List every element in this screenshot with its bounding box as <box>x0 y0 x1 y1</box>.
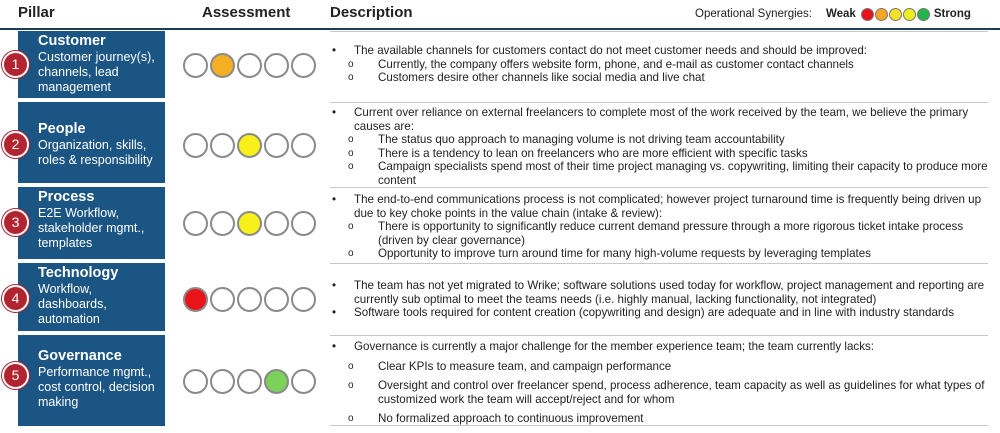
pillar-subtitle: Organization, skills, roles & responsibility <box>38 138 153 167</box>
legend-weak-label: Weak <box>825 8 856 20</box>
description-list <box>330 279 988 320</box>
pillar-column-header: Pillar <box>18 4 55 21</box>
description-sub-bullet: o Clear KPIs to measure team, and campaign performance <box>336 360 988 374</box>
description-cell <box>330 102 988 187</box>
rating-dot <box>237 53 262 78</box>
description-bullet: • Software tools required for content creation (copywriting and design) are adequate and in line with industry standards <box>330 306 988 320</box>
pillar-box-process <box>18 187 165 259</box>
pillar-number-badge: 2 <box>2 131 29 158</box>
pillar-subtitle: Customer journey(s), channels, lead management <box>38 50 155 94</box>
rating-dot <box>237 369 262 394</box>
description-bullet: • The end-to-end communications process is not complicated; however project turnaround time is frequently being driven up due to key choke points in the value chain (intake & review): <box>330 193 988 220</box>
description-cell <box>330 187 988 259</box>
assessment-rating <box>183 211 318 236</box>
pillar-box-technology <box>18 263 165 331</box>
rating-dot <box>183 287 208 312</box>
legend-dot-orange <box>875 8 888 21</box>
rating-dot <box>183 133 208 158</box>
description-sub-bullet: o Campaign specialists spend most of their time project managing vs. copywriting, limiting their capacity to produce more content <box>336 160 988 187</box>
rating-dot <box>264 211 289 236</box>
table-header <box>0 0 1000 30</box>
pillar-row-governance <box>0 335 1000 426</box>
pillar-title: Technology <box>38 265 119 281</box>
description-bullet: • Governance is currently a major challenge for the member experience team; the team currently lacks: <box>330 340 988 354</box>
description-cell <box>330 31 988 98</box>
assessment-rating <box>183 133 318 158</box>
pillar-title: People <box>38 121 86 137</box>
description-sub-bullet: o Oversight and control over freelancer spend, process adherence, team capacity as well as guidelines for what types of customized work the team will accept/reject and for whom <box>336 379 988 406</box>
rating-dot <box>264 53 289 78</box>
rating-dot <box>210 133 235 158</box>
pillar-title: Customer <box>38 33 106 49</box>
pillar-subtitle: Performance mgmt., cost control, decision making <box>38 365 155 409</box>
rating-dot <box>210 211 235 236</box>
description-list <box>330 44 988 85</box>
pillar-title: Governance <box>38 348 122 364</box>
description-column-header: Description <box>330 4 413 21</box>
pillar-row-people <box>0 102 1000 187</box>
rating-dot <box>291 369 316 394</box>
legend-strong-label: Strong <box>933 8 971 20</box>
legend-dot-yellow <box>889 8 902 21</box>
assessment-rating <box>183 287 318 312</box>
assessment-rating <box>183 53 318 78</box>
rating-dot <box>183 53 208 78</box>
pillar-box-customer <box>18 31 165 98</box>
description-sub-bullet: o There is opportunity to significantly reduce current demand pressure through a more rigorous ticket intake process (driven by clear governance) <box>336 220 988 247</box>
description-bullet: • Current over reliance on external freelancers to complete most of the work received by the team, we believe the primary causes are: <box>330 106 988 133</box>
rating-dot <box>210 53 235 78</box>
description-list <box>330 106 988 187</box>
rating-dot <box>264 287 289 312</box>
rating-dot <box>264 133 289 158</box>
description-cell <box>330 263 988 331</box>
description-list <box>330 193 988 261</box>
description-sub-bullet: o No formalized approach to continuous improvement <box>336 412 988 426</box>
pillar-title: Process <box>38 189 95 205</box>
rating-dot <box>183 211 208 236</box>
rating-dot <box>291 287 316 312</box>
synergies-legend <box>695 4 971 24</box>
legend-dot-yellow-green <box>903 8 916 21</box>
description-sub-bullet: o Customers desire other channels like social media and live chat <box>336 71 988 85</box>
rating-dot <box>237 211 262 236</box>
pillar-box-people <box>18 102 165 183</box>
description-sub-bullet: o There is a tendency to lean on freelancers who are more efficient with specific tasks <box>336 147 988 161</box>
description-list <box>330 340 988 426</box>
legend-dot-green <box>917 8 930 21</box>
pillar-number-badge: 1 <box>2 51 29 78</box>
pillar-row-technology <box>0 263 1000 331</box>
description-sub-bullet: o Currently, the company offers website form, phone, and e-mail as customer contact channels <box>336 58 988 72</box>
rating-dot <box>291 133 316 158</box>
rating-dot <box>210 369 235 394</box>
assessment-column-header: Assessment <box>202 4 291 21</box>
rating-dot <box>183 369 208 394</box>
legend-label: Operational Synergies: <box>695 8 812 20</box>
description-bullet: • The team has not yet migrated to Wrike; software solutions used today for workflow, project management and reporting are currently sub optimal to meet the teams needs (i.e. highly manual, lacking functionality, not integrated) <box>330 279 988 306</box>
description-bullet: • The available channels for customers contact do not meet customer needs and should be improved: <box>330 44 988 58</box>
description-sub-bullet: o The status quo approach to managing volume is not driving team accountability <box>336 133 988 147</box>
rating-dot <box>291 211 316 236</box>
pillar-number-badge: 4 <box>2 285 29 312</box>
rating-dot <box>237 287 262 312</box>
pillar-box-governance <box>18 335 165 426</box>
pillar-subtitle: E2E Workflow, stakeholder mgmt., templates <box>38 206 145 250</box>
rating-dot <box>237 133 262 158</box>
pillar-row-process <box>0 187 1000 259</box>
description-cell <box>330 335 988 426</box>
legend-dot-red <box>861 8 874 21</box>
assessment-rating <box>183 369 318 394</box>
rating-dot <box>210 287 235 312</box>
pillar-row-customer <box>0 31 1000 98</box>
pillar-number-badge: 3 <box>2 209 29 236</box>
rating-dot <box>264 369 289 394</box>
pillar-number-badge: 5 <box>2 362 29 389</box>
description-sub-bullet: o Opportunity to improve turn around time for many high-volume requests by leveraging templates <box>336 247 988 261</box>
pillar-subtitle: Workflow, dashboards, automation <box>38 282 107 326</box>
rating-dot <box>291 53 316 78</box>
